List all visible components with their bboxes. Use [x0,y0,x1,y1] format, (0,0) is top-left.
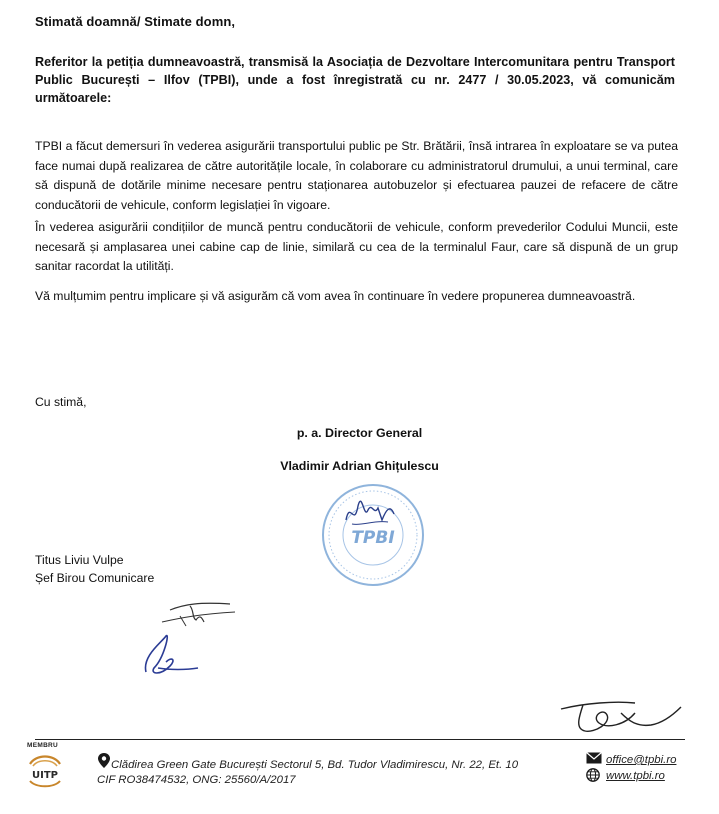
tpbi-stamp-icon [318,480,428,590]
address-line-1: Clădirea Green Gate București Sectorul 5, Bd. Tudor Vladimirescu, Nr. 22, Et. 10 [111,759,519,771]
email-link[interactable]: office@tpbi.ro [606,754,677,766]
body-paragraph-3: Vă mulțumim pentru implicare și vă asigurăm că vom avea în continuare în vedere propunerea dumneavoastră. [35,289,636,303]
footer-address [97,758,519,787]
director-title: p. a. Director General [296,426,423,440]
sender-role: Șef Birou Comunicare [35,571,155,585]
reference-paragraph: Referitor la petiția dumneavoastră, transmisă la Asociația de Dezvoltare Intercomunitara pentru Transport Public București – Ilfov (TPBI), unde a fost înregistrată cu nr. 2477 / 30.05.2023, vă comunicăm următoarele: [35,55,675,105]
envelope-icon [586,752,602,764]
member-label: MEMBRU [27,742,59,749]
body-paragraph-2: În vederea asigurării condițiilor de muncă pentru conducătorii de vehicule, conform prevederilor Codului Muncii, este necesară și amplasarea unei cabine cap de linie, similară cu cea de la terminalul Faur, care să dispună de un grup sanitar racordat la utilități. [35,220,678,273]
director-name: Vladimir Adrian Ghițulescu [280,459,439,473]
sender-signature-icon [140,596,250,696]
sender-name: Titus Liviu Vulpe [35,553,124,567]
stamp-text: TPBI [351,528,395,548]
address-line-2: CIF RO38474532, ONG: 25560/A/2017 [97,773,296,786]
sender-block [35,551,154,587]
footer-divider [35,739,685,740]
closing: Cu stimă, [35,395,87,409]
uitp-logo-text: UITP [32,770,58,781]
body-paragraph-1: TPBI a făcut demersuri în vederea asigurării transportului public pe Str. Brătării, însă intrarea în exploatare se va putea face numai după realizarea de către autoritățile locale, în colaborare cu administratorul drumului, a unui terminal, care să dispună de dotările minime necesare pentru staționarea autobuzelor și efectuarea pauzei de refacere de către conducătorii de vehicule, conform legislației în vigoare. [35,139,678,212]
globe-icon [586,768,600,782]
salutation: Stimată doamnă/ Stimate domn, [35,14,236,29]
uitp-logo-icon [22,750,68,790]
map-pin-icon [97,752,111,769]
website-link[interactable]: www.tpbi.ro [606,770,665,782]
right-signature-icon [555,695,685,740]
footer-contact [606,752,676,784]
